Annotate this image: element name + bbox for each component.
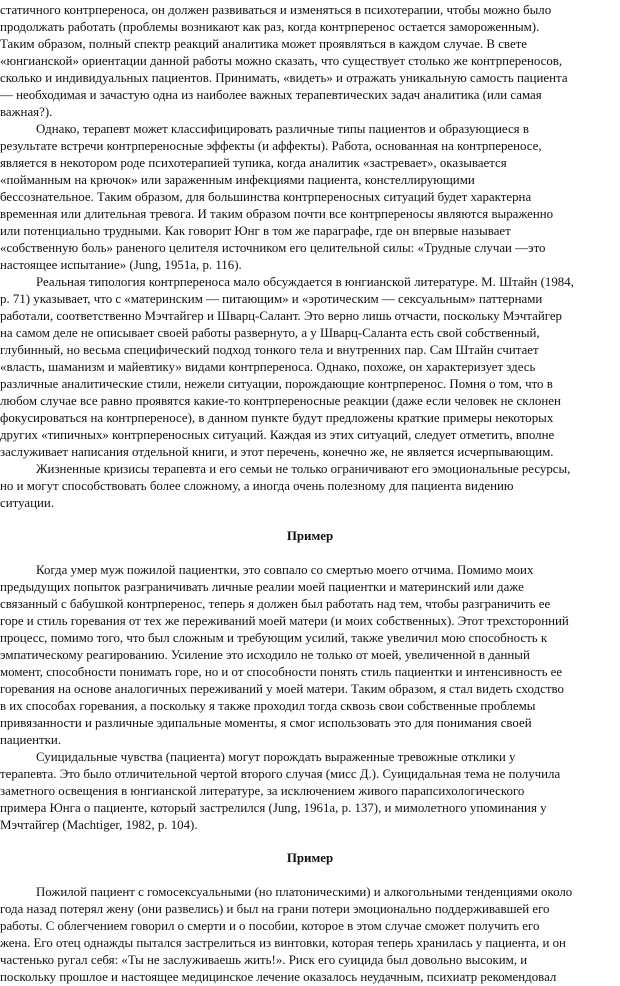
text-line: временная или длительная тревога. И таким образом почти все контрпереносы являются выраженно bbox=[0, 207, 554, 221]
text-line: в их способах горевания, а поскольку я также проходил тогда сквозь свои собственные проблемы bbox=[0, 699, 536, 713]
section-heading: Пример bbox=[286, 851, 334, 865]
text-line: «пойманным на крючок» или зараженным инфекциями пациента, констеллирующими bbox=[0, 173, 475, 187]
section-heading: Пример bbox=[286, 529, 334, 543]
text-line: пациентки. bbox=[0, 733, 62, 747]
text-line: бессознательное. Таким образом, для большинства контрпереносных ситуаций будет характерна bbox=[0, 190, 532, 204]
text-line: Суицидальные чувства (пациента) могут порождать выраженные тревожные отклики у bbox=[36, 750, 516, 764]
text-line: Таким образом, полный спектр реакций аналитика может проявляться в каждом случае. В свете bbox=[0, 37, 528, 51]
text-line: Реальная типология контрпереноса мало обсуждается в юнгианской литературе. М. Штайн (1984, bbox=[36, 275, 574, 289]
text-line: момент, способности понимать горе, но и от способности понять стиль пациентки и интенсивность ее bbox=[0, 665, 563, 679]
text-line: привязанности и различные эдипальные моменты, я смог использовать это для понимания своей bbox=[0, 716, 532, 730]
text-line: работали, соответственно Мэчтайгер и Шварц-Салант. Это верно лишь отчасти, поскольку Мэчтайгер bbox=[0, 309, 562, 323]
text-line: статичного контрпереноса, он должен развиваться и изменяться в психотерапии, чтобы можно было bbox=[0, 3, 552, 17]
text-line: года назад потерял жену (они развелись) и был на грани потери эмоционально поддерживавшей его bbox=[0, 902, 550, 916]
text-line: p. 71) указывает, что с «материнским — питающим» и «эротическим — сексуальным» паттернами bbox=[0, 292, 543, 306]
text-line: является в некотором роде психотерапией тупика, когда аналитик «застревает», оказывается bbox=[0, 156, 507, 170]
text-line: работы. С облегчением говорил о смерти и о пособии, которое в этом случае сможет получить его bbox=[0, 919, 540, 933]
text-line: фокусироваться на контрпереносе), в данном пункте будут предложены краткие примеры некоторых bbox=[0, 411, 554, 425]
text-line: важная?). bbox=[0, 105, 53, 119]
text-line: горе и стиль горевания от тех же переживаний моей матери (и моих собственных). Этот трехсторонний bbox=[0, 614, 569, 628]
text-line: на самом деле не описывает своей работы развернуто, а у Шварц-Саланта есть свой собственный, bbox=[0, 326, 540, 340]
text-line: но и могут способствовать более сложному, а иногда очень полезному для пациента видению bbox=[0, 479, 514, 493]
text-line: терапевта. Это было отличительной чертой второго случая (мисс Д.). Суицидальная тема не получила bbox=[0, 767, 561, 781]
text-line: «власть, шаманизм и майевтику» видами контрпереноса. Однако, похоже, он характеризует здесь bbox=[0, 360, 536, 374]
text-line: настоящее испытание» (Jung, 1951a, p. 116). bbox=[0, 258, 242, 272]
text-line: Жизненные кризисы терапевта и его семьи не только ограничивают его эмоциональные ресурсы, bbox=[36, 462, 571, 476]
text-line: — необходимая и зачастую одна из наиболее важных терапевтических задач аналитика (или самая bbox=[0, 88, 542, 102]
text-line: частенько ругал себя: «Ты не заслуживаешь жить!». Риск его суицида был довольно высоким, и bbox=[0, 953, 528, 967]
text-line: предыдущих попыток разграничивать личные реалии моей пациентки и материнский или даже bbox=[0, 580, 524, 594]
text-line: жена. Его отец однажды пытался застрелиться из винтовки, которая теперь хранилась у пациента, и он bbox=[0, 936, 566, 950]
text-line: любом случае все равно проявятся какие-то контрпереносные реакции (даже если человек не склонен bbox=[0, 394, 561, 408]
text-line: Когда умер муж пожилой пациентки, это совпало со смертью моего отчима. Помимо моих bbox=[36, 563, 534, 577]
text-line: сколько и индивидуальных пациентов. Принимать, «видеть» и отражать уникальную самость пациента bbox=[0, 71, 568, 85]
text-line: Однако, терапевт может классифицировать различные типы пациентов и образующиеся в bbox=[36, 122, 529, 136]
text-line: ситуации. bbox=[0, 496, 54, 510]
text-line: эмпатическому реагированию. Усиление это исходило не только от моей, увеличенной в данный bbox=[0, 648, 530, 662]
text-line: глубинный, но весьма специфический подход тонкого тела и внутренних пар. Сам Штайн считает bbox=[0, 343, 539, 357]
text-line: заслуживает написания отдельной книги, и этот перечень, конечно же, не является исчерпывающим. bbox=[0, 445, 554, 459]
text-line: связанный с бабушкой контрперенос, теперь я должен был работать над тем, чтобы разграничить ее bbox=[0, 597, 551, 611]
text-line: других «типичных» контрпереносных ситуаций. Каждая из этих ситуаций, следует отметить, вполне bbox=[0, 428, 555, 442]
text-line: горевания на основе аналогичных переживаний у моей матери. Таким образом, я стал видеть сходство bbox=[0, 682, 564, 696]
text-line: Мэчтайгер (Machtiger, 1982, p. 104). bbox=[0, 818, 198, 832]
text-line: примера Юнга о пациенте, который застрелился (Jung, 1961a, p. 137), и мимолетного упоминания у bbox=[0, 801, 547, 815]
text-line: «юнгианской» ориентации данной работы можно сказать, что существует столько же контрпереносов, bbox=[0, 54, 563, 68]
text-line: процесс, помимо того, что был сложным и требующим усилий, также увеличил мою способность к bbox=[0, 631, 548, 645]
text-line: различные аналитические стили, нежели ситуации, порождающие контрперенос. Помня о том, что в bbox=[0, 377, 553, 391]
text-line: продолжать работать (проблемы возникают как раз, когда контрперенос остается замороженным). bbox=[0, 20, 540, 34]
text-line: поскольку прошлое и настоящее медицинское лечение оказалось неудачным, психиатр рекомендовал bbox=[0, 970, 557, 984]
text-line: Пожилой пациент с гомосексуальными (но платоническими) и алкогольными тенденциями около bbox=[36, 885, 573, 899]
text-line: или потенциально трудными. Как говорит Юнг в том же параграфе, где он впервые называет bbox=[0, 224, 511, 238]
text-line: «собственную боль» раненого целителя источником его целительной силы: «Трудные случаи —это bbox=[0, 241, 546, 255]
text-line: результате встречи контрпереносные эффекты (и аффекты). Работа, основанная на контрпереносе, bbox=[0, 139, 542, 153]
text-line: заметного освещения в юнгианской литературе, за исключением живого парапсихологического bbox=[0, 784, 525, 798]
